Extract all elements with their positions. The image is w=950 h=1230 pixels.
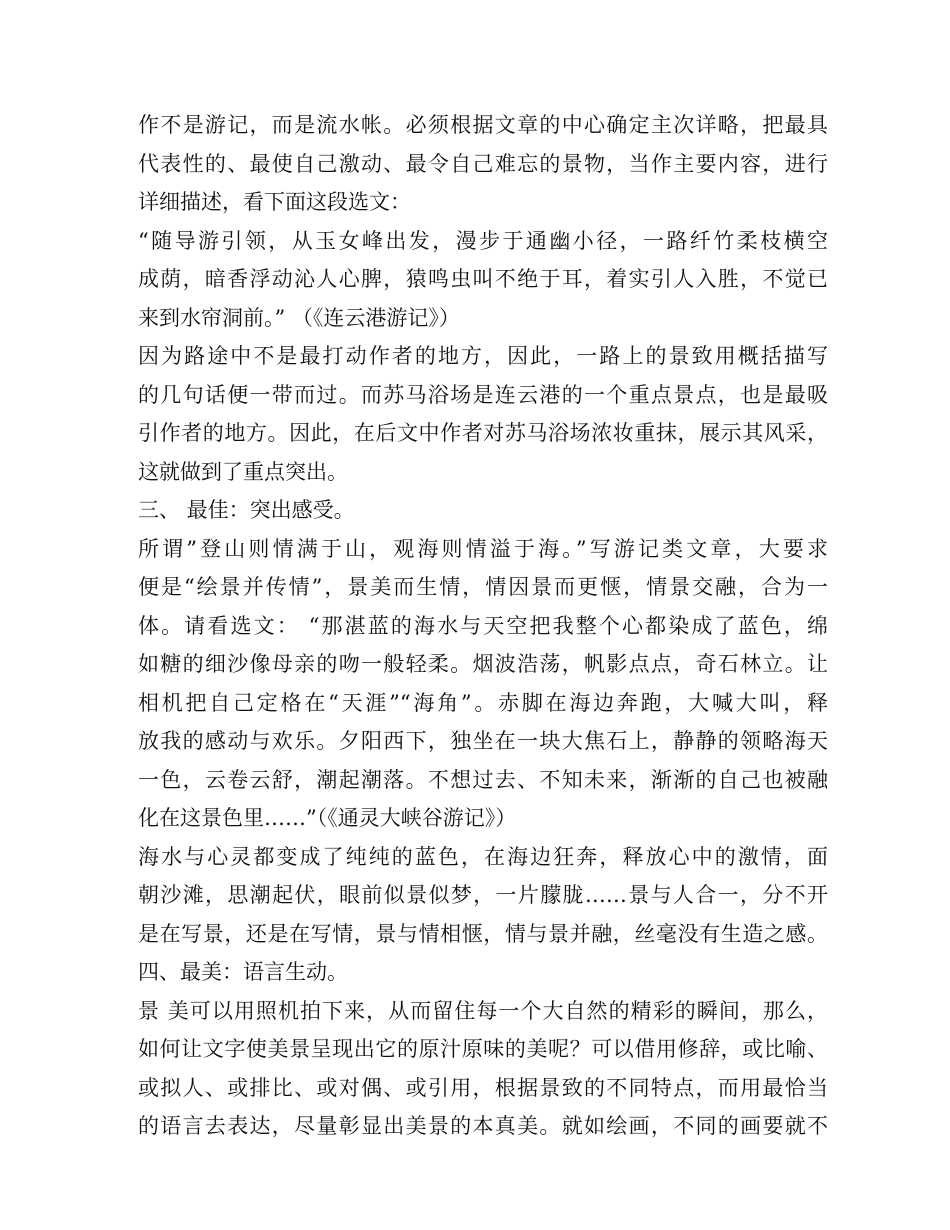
text-line: 海水与心灵都变成了纯纯的蓝色，在海边狂奔，释放心中的激情，面	[138, 844, 828, 869]
text-line: 化在这景色里……”（《通灵大峡谷游记》）	[138, 806, 517, 830]
text-line: 作不是游记，而是流水帐。必须根据文章的中心确定主次详略，把最具	[138, 113, 828, 137]
text-line: 来到水帘洞前。” （《连云港游记》）	[138, 305, 460, 330]
text-line: 的几句话便一带而过。而苏马浴场是连云港的一个重点景点，也是最吸	[138, 382, 828, 407]
text-line: 引作者的地方。因此，在后文中作者对苏马浴场浓妆重抹，展示其风采，	[138, 421, 828, 445]
text-line: 一色，云卷云舒，潮起潮落。不想过去、不知未来，渐渐的自己也被融	[138, 767, 828, 792]
text-line: 便是“绘景并传情”，景美而生情，情因景而更惬，情景交融，合为一	[138, 575, 828, 599]
text-line: 或拟人、或排比、或对偶、或引用，根据景致的不同特点，而用最恰当	[138, 1075, 828, 1100]
document-body	[138, 106, 828, 1146]
text-line: 这就做到了重点突出。	[138, 459, 348, 484]
text-line: 详细描述，看下面这段选文：	[138, 190, 411, 214]
text-line: 是在写景，还是在写情，景与情相惬，情与景并融，丝毫没有生造之感。	[138, 921, 828, 946]
text-line: 如糖的细沙像母亲的吻一般轻柔。烟波浩荡，帆影点点，奇石林立。让	[138, 652, 828, 676]
text-line: 景 美可以用照机拍下来，从而留住每一个大自然的精彩的瞬间，那么，	[138, 998, 828, 1023]
text-line: 成荫，暗香浮动沁人心脾，猿鸣虫叫不绝于耳，着实引人入胜，不觉已	[138, 267, 828, 291]
text-line: 朝沙滩，思潮起伏，眼前似景似梦，一片朦胧……景与人合一，分不开	[138, 883, 828, 907]
section-heading: 三、 最佳：突出感受。	[138, 498, 355, 522]
text-line: 的语言去表达，尽量彰显出美景的本真美。就如绘画，不同的画要就不	[138, 1114, 828, 1138]
section-heading: 四、最美：语言生动。	[138, 960, 348, 984]
text-line: 相机把自己定格在“天涯”“海角”。赤脚在海边奔跑，大喊大叫，释	[138, 690, 828, 715]
text-line: 如何让文字使美景呈现出它的原汁原味的美呢？可以借用修辞，或比喻、	[138, 1037, 828, 1061]
text-line: “随导游引领，从玉女峰出发，漫步于通幽小径，一路纤竹柔枝横空	[138, 228, 828, 253]
text-line: 所谓”登山则情满于山，观海则情溢于海。”写游记类文章，大要求	[138, 536, 828, 561]
text-line: 因为路途中不是最打动作者的地方，因此，一路上的景致用概括描写	[138, 344, 828, 368]
text-line: 代表性的、最使自己激动、最令自己难忘的景物，当作主要内容，进行	[138, 151, 828, 176]
text-line: 体。请看选文： “那湛蓝的海水与天空把我整个心都染成了蓝色，绵	[138, 613, 828, 638]
text-line: 放我的感动与欢乐。夕阳西下，独坐在一块大焦石上，静静的领略海天	[138, 729, 828, 753]
